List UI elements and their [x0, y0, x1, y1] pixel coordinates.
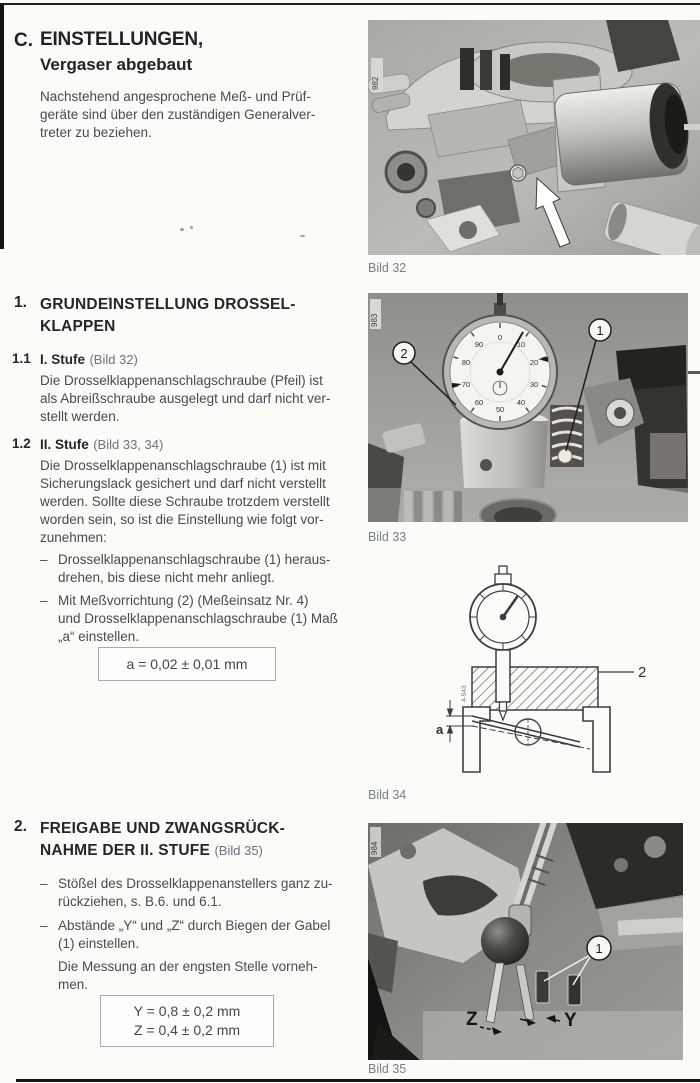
section2-figure-ref: (Bild 35)	[214, 843, 263, 858]
svg-text:50: 50	[495, 405, 505, 414]
sub1-figure-ref: (Bild 32)	[89, 352, 138, 367]
svg-text:20: 20	[529, 358, 539, 367]
photo-corner-number: 982	[371, 76, 380, 90]
spec-box-yz	[100, 995, 274, 1047]
bullet-line: „a“ einstellen.	[58, 629, 140, 644]
section2-number: 2.	[14, 818, 27, 835]
measuring-block	[472, 667, 598, 710]
svg-text:90: 90	[474, 340, 484, 349]
callout-2-label: 2	[400, 346, 408, 361]
bullet-dash: –	[40, 876, 48, 891]
body-line: zunehmen:	[40, 530, 107, 545]
scan-edge-left	[0, 4, 4, 249]
intro-line: geräte sind über den zuständigen Generalver-	[40, 107, 316, 122]
chapter-title: EINSTELLUNGEN,	[40, 29, 203, 50]
scan-edge-bottom	[16, 1079, 700, 1082]
section1-title-line1: GRUNDEINSTELLUNG DROSSEL-	[40, 296, 296, 313]
note-line: Die Messung an der engsten Stelle vorneh-	[58, 959, 318, 974]
section2-title	[40, 818, 285, 862]
sub2-bullet1	[58, 551, 330, 587]
sub1-paragraph	[40, 372, 330, 426]
bullet-line: Abstände „Y“ und „Z“ durch Biegen der Gabel	[58, 918, 331, 933]
bullet-line: Stößel des Drosselklappenanstellers ganz zu-	[58, 876, 333, 891]
bullet-line: rückziehen, s. B.6. und 6.1.	[58, 894, 222, 909]
caption-bild32: Bild 32	[368, 261, 407, 275]
sub1-number: 1.1	[12, 351, 31, 366]
stop-screw	[510, 165, 526, 181]
bullet-line: und Drosselklappenanschlagschraube (1) Maß	[58, 611, 338, 626]
chapter-index: C.	[14, 30, 33, 51]
sub2-number: 1.2	[12, 436, 31, 451]
bullet-line: Mit Meßvorrichtung (2) (Meßeinsatz Nr. 4)	[58, 593, 309, 608]
svg-text:10: 10	[516, 340, 526, 349]
block-label: 2	[638, 664, 647, 681]
bullet-line: drehen, bis diese nicht mehr anliegt.	[58, 570, 275, 585]
spec-box-a	[98, 647, 276, 681]
section2-bullet2	[58, 917, 330, 953]
svg-text:70: 70	[461, 380, 471, 389]
bullet-dash: –	[40, 918, 48, 933]
caption-bild33: Bild 33	[368, 530, 407, 544]
bullet-line: (1) einstellen.	[58, 936, 140, 951]
bullet-dash: –	[40, 552, 48, 567]
section2-title-line2: NAHME DER II. STUFE	[40, 842, 211, 859]
section2-note	[58, 958, 318, 994]
svg-text:30: 30	[529, 380, 539, 389]
sub2-heading	[40, 436, 163, 454]
spec-value-y: Y = 0,8 ± 0,2 mm	[133, 1003, 241, 1019]
caption-bild35: Bild 35	[368, 1062, 407, 1076]
dim-z-label: Z	[466, 1009, 478, 1030]
sub2-figure-ref: (Bild 33, 34)	[93, 437, 164, 452]
figure-bild32-photo	[368, 20, 700, 255]
chapter-subtitle: Vergaser abgebaut	[40, 55, 193, 74]
svg-text:40: 40	[516, 398, 526, 407]
svg-text:0: 0	[497, 333, 503, 342]
bullet-dash: –	[40, 593, 48, 608]
body-line: worden sein, so ist die Einstellung wie folgt vor-	[40, 512, 324, 527]
photo-corner-number: 984	[370, 841, 379, 855]
callout-1-label: 1	[595, 941, 603, 956]
svg-text:80: 80	[461, 358, 471, 367]
spec-value-z: Z = 0,4 ± 0,2 mm	[133, 1022, 241, 1038]
section1-title-line2: KLAPPEN	[40, 318, 116, 335]
body-line: Die Drosselklappenanschlagschraube (Pfeil) ist	[40, 373, 323, 388]
section2-title-line1: FREIGABE UND ZWANGSRÜCK-	[40, 820, 286, 837]
intro-line: Nachstehend angesprochene Meß- und Prüf-	[40, 89, 311, 104]
scan-artifact-dash	[688, 371, 700, 374]
figure-bild34-drawing	[368, 550, 700, 786]
intro-line: treter zu beziehen.	[40, 125, 152, 140]
sub1-heading	[40, 351, 138, 369]
spec-value-a: a = 0,02 ± 0,01 mm	[126, 655, 248, 672]
body-line: als Abreißschraube ausgelegt und darf nicht ver-	[40, 391, 331, 406]
sub2-bullet2	[58, 592, 338, 646]
scan-edge-top	[0, 3, 700, 5]
bullet-line: Drosselklappenanschlagschraube (1) heraus-	[58, 552, 331, 567]
body-line: Sicherungslack gesichert und darf nicht verstellt	[40, 476, 326, 491]
intro-paragraph	[40, 88, 315, 142]
section2-bullet1	[58, 875, 333, 911]
figure-bild35-photo	[368, 823, 683, 1060]
body-line: Die Drosselklappenanschlagschraube (1) ist mit	[40, 458, 326, 473]
photo-corner-number: 983	[370, 313, 379, 327]
scan-speck	[180, 228, 184, 231]
section1-number: 1.	[14, 294, 27, 311]
ball-joint	[481, 917, 529, 965]
callout-1-label: 1	[596, 323, 604, 338]
section1-title	[40, 294, 296, 338]
figure-bild33-photo	[368, 293, 688, 522]
body-line: werden. Sollte diese Schraube trotzdem verstellt	[40, 494, 330, 509]
body-line: stellt werden.	[40, 409, 120, 424]
note-line: men.	[58, 977, 89, 992]
sub2-title: II. Stufe	[40, 437, 89, 452]
svg-text:60: 60	[474, 398, 484, 407]
sub2-paragraph	[40, 457, 330, 547]
sub1-title: I. Stufe	[40, 352, 86, 367]
dim-y-label: Y	[564, 1010, 577, 1031]
caption-bild34: Bild 34	[368, 788, 407, 802]
drawing-code: 4-543	[461, 685, 468, 702]
scan-speck	[190, 226, 193, 229]
dim-a-label: a	[436, 722, 444, 737]
scan-speck	[300, 235, 305, 237]
